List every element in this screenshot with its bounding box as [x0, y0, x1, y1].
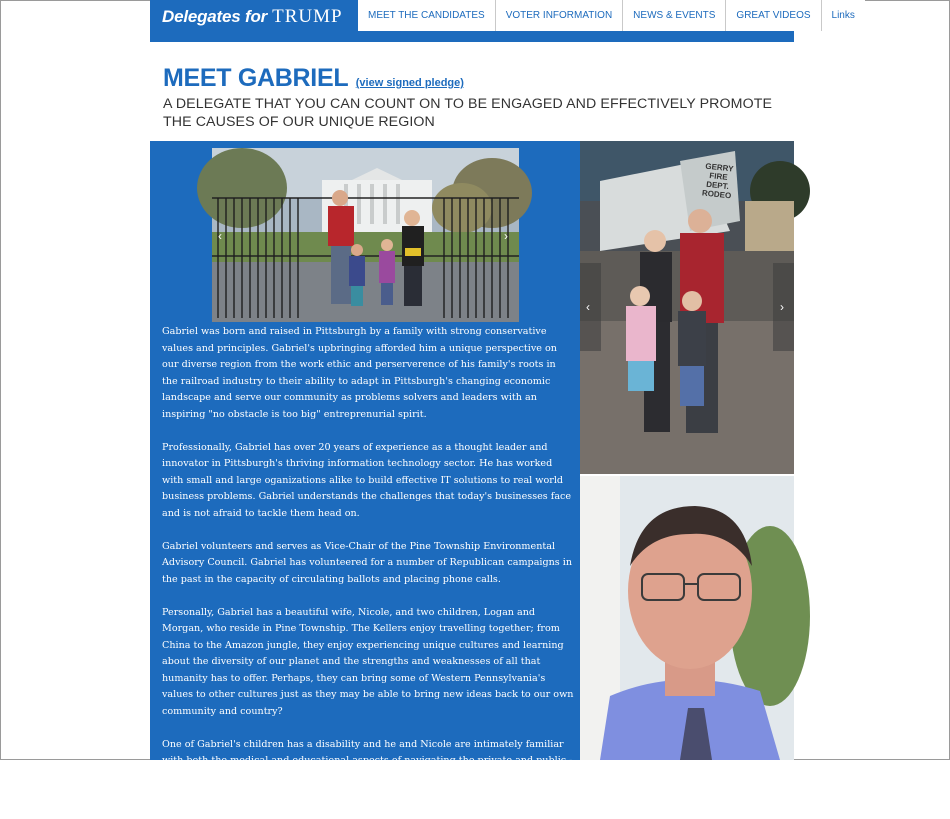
view-signed-pledge-link[interactable]: (view signed pledge) [355, 77, 464, 89]
bio-paragraph: Professionally, Gabriel has over 20 years of experience as a thought leader and innovator in Pittsburgh's thriving information technology sector. He has worked with small and large oganizations alike to build effective IT solutions to real world business problems. Gabriel understands the challenges that today's businesses face and is not afraid to tackle them head on. [162, 441, 572, 519]
nav-meet-the-candidates[interactable]: MEET THE CANDIDATES [368, 10, 485, 21]
family-prev-tab[interactable] [580, 263, 601, 351]
bio-paragraph: Gabriel volunteers and serves as Vice-Chair of the Pine Township Environmental Advisory Council. Gabriel has volunteered for a number of Republican campaigns in the past in the capacity of circulating ballots and placing phone calls. [162, 540, 573, 585]
title-row [163, 64, 464, 93]
logo-trump-text: TRUMP [272, 6, 343, 27]
nav-great-videos[interactable]: GREAT VIDEOS [725, 0, 820, 31]
family-next-arrow-icon[interactable]: › [780, 300, 784, 314]
family-barn-photo [580, 141, 794, 474]
main-nav [358, 0, 865, 31]
bio-paragraph: Gabriel was born and raised in Pittsburgh by a family with strong conservative values and principles. Gabriel's upbringing afforded him a unique perspective on our diverse region from the work ethic and perserverence of his family's roots in the railroad industry to their ability to adapt in Pittsburgh's changing economic landscape and serve our community as problems solvers and leaders with an inspiring "no obstacle is too big" entreprenurial spirit. [162, 326, 557, 420]
white-house-family-photo [212, 148, 519, 322]
bio-text [162, 324, 574, 819]
barn-sign: GERRY FIRE DEPT. RODEO [701, 161, 734, 201]
nav-voter-information[interactable]: VOTER INFORMATION [495, 0, 622, 31]
site-logo[interactable] [162, 6, 343, 32]
hero-next-arrow-icon[interactable]: › [504, 229, 508, 243]
family-prev-arrow-icon[interactable]: ‹ [586, 300, 590, 314]
site-header [150, 0, 855, 42]
bio-paragraph: Personally, Gabriel has a beautiful wife, Nicole, and two children, Logan and Morgan, who reside in Pine Township. The Kellers enjoy travelling together; from China to the Amazon jungle, they enjoy experiencing unique cultures and learning about the diversity of our planet and the strengths and weaknesses of all that humanity has to offer. Perhaps, they can bring some of Western Pennsylvania's values to other cultures just as they may be able to bring new ideas back to our own community and country? [162, 606, 574, 717]
page-subtitle: A DELEGATE THAT YOU CAN COUNT ON TO BE ENGAGED AND EFFECTIVELY PROMOTE THE CAUSES OF OUR UNIQUE REGION [163, 96, 773, 130]
hero-prev-arrow-icon[interactable]: ‹ [218, 229, 222, 243]
nav-links[interactable]: Links [821, 0, 865, 31]
bio-paragraph: One of Gabriel's children has a disability and he and Nicole are intimately familiar with both the medical and educational aspects of navigating the private and public - and often competing - landscape of working to ensure that those with disabilities get the proper [162, 738, 573, 799]
gabriel-portrait-photo [580, 476, 794, 760]
bio-panel [150, 141, 580, 799]
logo-script-text: Delegates for [162, 7, 268, 26]
nav-news-events[interactable]: NEWS & EVENTS [622, 0, 725, 31]
page-title: MEET GABRIEL [163, 64, 349, 92]
